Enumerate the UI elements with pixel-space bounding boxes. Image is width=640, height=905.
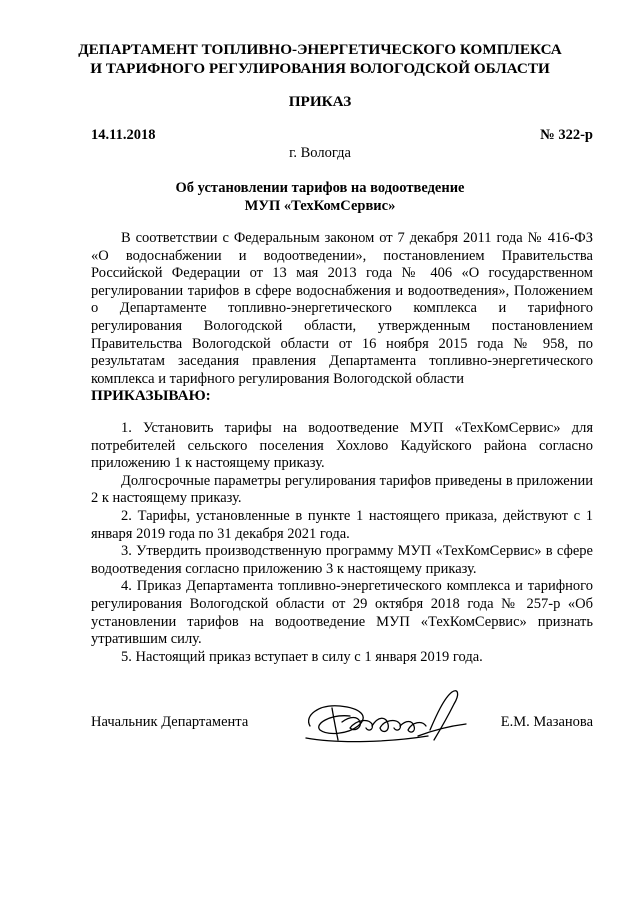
order-item-4: 4. Приказ Департамента топливно-энергетического комплекса и тарифного регулирования Вологодской области от 29 октября 2018 года № 257-р «Об установлении тарифов на водоотведение МУП «ТехКомСервис» признать утратившим силу. [91,578,593,648]
preamble-block [91,230,593,388]
department-line-1: ДЕПАРТАМЕНТ ТОПЛИВНО-ЭНЕРГЕТИЧЕСКОГО КОМПЛЕКСА [78,41,562,58]
signatory-title: Начальник Департамента [91,714,249,730]
order-item-2: 2. Тарифы, установленные в пункте 1 настоящего приказа, действуют с 1 января 2019 года по 31 декабря 2021 года. [91,507,593,542]
preamble-paragraph: В соответствии с Федеральным законом от 7 декабря 2011 года № 416-ФЗ «О водоснабжении и водоотведении», постановлением Правительства Российской Федерации от 13 мая 2013 года № 406 «О государственном регулировании тарифов в сфере водоснабжения и водоотведения», Положением о Департаменте топливно-энергетического комплекса и тарифного регулирования Вологодской области, утвержденным постановлением Правительства Вологодской области от 16 ноября 2015 года № 958, по результатам заседания правления Департамента топливно-энергетического комплекса и тарифного регулирования Вологодской области [91,230,593,387]
order-subject [0,179,640,215]
order-item-1-continuation: Долгосрочные параметры регулирования тарифов приведены в приложении 2 к настоящему приказу. [91,472,593,507]
subject-line-1: Об установлении тарифов на водоотведение [175,180,465,196]
order-item-3: 3. Утвердить производственную программу МУП «ТехКомСервис» в сфере водоотведения согласно приложению 3 к настоящему приказу. [91,543,593,577]
order-city: г. Вологда [289,145,351,161]
ordered-label: ПРИКАЗЫВАЮ: [91,387,211,404]
signatory-name: Е.М. Мазанова [500,714,593,730]
order-items [91,420,593,666]
order-date: 14.11.2018 [91,127,156,143]
handwritten-signature [300,686,480,752]
department-line-2: И ТАРИФНОГО РЕГУЛИРОВАНИЯ ВОЛОГОДСКОЙ ОБЛАСТИ [90,60,550,77]
order-item-5: 5. Настоящий приказ вступает в силу с 1 января 2019 года. [121,648,483,665]
doc-type-title: ПРИКАЗ [288,93,352,110]
order-number: № 322-р [540,127,593,143]
order-item-1: 1. Установить тарифы на водоотведение МУП «ТехКомСервис» для потребителей сельского поселения Хохлово Кадуйского района согласно приложению 1 к настоящему приказу. [91,420,593,472]
subject-line-2: МУП «ТехКомСервис» [244,198,396,214]
department-header [0,40,640,78]
